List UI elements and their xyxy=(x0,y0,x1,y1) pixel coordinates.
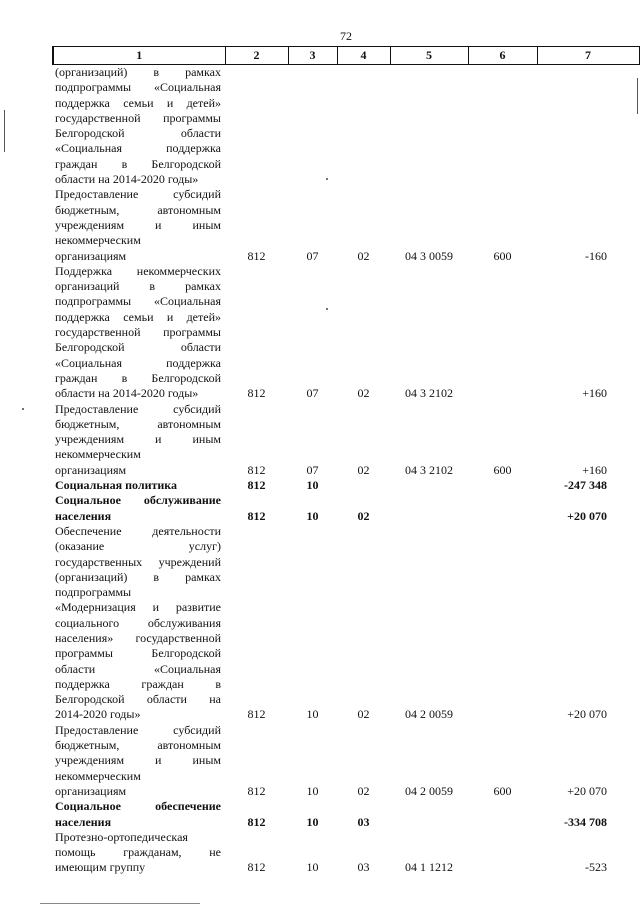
table-row xyxy=(53,799,639,830)
amount xyxy=(537,65,639,188)
column-header: 6 xyxy=(468,47,537,65)
page-number: 72 xyxy=(340,29,352,43)
description-line: программы Белгородской xyxy=(55,646,221,661)
budget-table xyxy=(52,46,640,876)
subsection-code: 03 xyxy=(357,860,370,875)
ministry-code: 812 xyxy=(247,783,266,798)
description-line: Предоставление субсидий xyxy=(55,722,221,737)
subsection-code: 02 xyxy=(357,783,370,798)
amount: +160 xyxy=(582,462,607,477)
row-description xyxy=(53,830,225,876)
description-line: подпрограммы «Социальная xyxy=(55,294,221,309)
ministry-code: 812 xyxy=(247,707,266,722)
row-description xyxy=(53,402,225,478)
expense-type-code: 600 xyxy=(493,462,512,477)
column-header: 5 xyxy=(390,47,468,65)
description-line: подпрограммы xyxy=(55,585,132,600)
column-header: 4 xyxy=(337,47,390,65)
description-line: «Социальная поддержка xyxy=(55,141,221,156)
footer-line xyxy=(40,903,200,904)
subsection-code: 02 xyxy=(357,386,370,401)
description-line: организациям xyxy=(55,783,127,798)
section-code: 10 xyxy=(306,814,319,829)
description-line: поддержка граждан в xyxy=(55,676,221,691)
description-line: Предоставление субсидий xyxy=(55,187,221,202)
table-header xyxy=(53,47,639,65)
subsection-code: 03 xyxy=(357,814,370,829)
section-code: 10 xyxy=(306,860,319,875)
row-description xyxy=(53,65,225,188)
ministry-code: 812 xyxy=(247,814,266,829)
expense-type-code xyxy=(468,65,537,188)
subsection-code: 02 xyxy=(357,462,370,477)
ministry-code: 812 xyxy=(247,248,266,263)
description-line: населения» государственной xyxy=(55,630,221,645)
table-row xyxy=(53,187,639,263)
table-row xyxy=(53,493,639,524)
expense-type-code: 600 xyxy=(493,248,512,263)
row-description xyxy=(53,524,225,723)
section-code: 10 xyxy=(306,508,319,523)
description-line: бюджетным, автономным xyxy=(55,738,221,753)
amount: -247 348 xyxy=(564,478,607,493)
expense-type-code xyxy=(468,799,537,830)
expense-type-code xyxy=(468,493,537,524)
row-description xyxy=(53,478,225,493)
column-header: 1 xyxy=(53,47,225,65)
target-article-code: 04 2 0059 xyxy=(405,707,453,722)
table-row xyxy=(53,264,639,402)
description-line: Протезно-ортопедическая xyxy=(55,829,188,844)
expense-type-code xyxy=(468,830,537,876)
table-row xyxy=(53,723,639,799)
description-line: Белгородской области на xyxy=(55,692,221,707)
target-article-code: 04 3 0059 xyxy=(405,248,453,263)
target-article-code xyxy=(390,493,468,524)
description-line: области «Социальная xyxy=(55,661,221,676)
expense-type-code xyxy=(468,264,537,402)
description-line: Социальное обслуживание xyxy=(55,493,221,508)
description-line: учреждениям и иным xyxy=(55,432,221,447)
description-line: учреждениям и иным xyxy=(55,217,221,232)
table-row xyxy=(53,524,639,723)
expense-type-code: 600 xyxy=(493,783,512,798)
ministry-code: 812 xyxy=(247,860,266,875)
target-article-code xyxy=(390,65,468,188)
target-article-code: 04 1 1212 xyxy=(405,860,453,875)
target-article-code xyxy=(390,799,468,830)
description-line: имеющим группу xyxy=(55,860,146,875)
description-line: населения xyxy=(55,814,112,829)
description-line: (оказание услуг) xyxy=(55,539,221,554)
description-line: «Модернизация и развитие xyxy=(55,600,221,615)
description-line: социального обслуживания xyxy=(55,615,221,630)
expense-type-code xyxy=(468,478,537,493)
description-line: поддержка семьи и детей» xyxy=(55,95,221,110)
description-line: граждан в Белгородской xyxy=(55,370,221,385)
table-body xyxy=(53,65,639,876)
description-line: учреждениям и иным xyxy=(55,753,221,768)
ministry-code: 812 xyxy=(247,462,266,477)
description-line: «Социальная поддержка xyxy=(55,355,221,370)
description-line: государственной программы xyxy=(55,110,221,125)
ministry-code: 812 xyxy=(247,508,266,523)
description-line: организаций в рамках xyxy=(55,279,221,294)
section-code: 07 xyxy=(306,462,319,477)
ministry-code: 812 xyxy=(247,386,266,401)
description-line: организациям xyxy=(55,462,127,477)
description-line: населения xyxy=(55,508,112,523)
subsection-code: 02 xyxy=(357,248,370,263)
amount: +20 070 xyxy=(567,707,607,722)
ministry-code: 812 xyxy=(247,478,266,493)
amount: -160 xyxy=(585,248,607,263)
scan-speck xyxy=(22,408,24,410)
column-header: 7 xyxy=(537,47,639,65)
target-article-code: 04 3 2102 xyxy=(405,462,453,477)
description-line: Белгородской области xyxy=(55,126,221,141)
subsection-code: 02 xyxy=(357,707,370,722)
amount: -523 xyxy=(585,860,607,875)
section-code xyxy=(288,65,337,188)
column-header: 2 xyxy=(225,47,288,65)
description-line: граждан в Белгородской xyxy=(55,156,221,171)
description-line: поддержка семьи и детей» xyxy=(55,309,221,324)
amount: +160 xyxy=(582,386,607,401)
margin-mark-left xyxy=(4,110,5,152)
description-line: Социальная политика xyxy=(55,478,178,493)
description-line: (организаций) в рамках xyxy=(55,569,221,584)
description-line: подпрограммы «Социальная xyxy=(55,80,221,95)
column-header: 3 xyxy=(288,47,337,65)
description-line: (организаций) в рамках xyxy=(55,65,221,79)
table-row xyxy=(53,402,639,478)
row-description xyxy=(53,493,225,524)
expense-type-code xyxy=(468,524,537,723)
description-line: организациям xyxy=(55,248,127,263)
description-line: Поддержка некоммерческих xyxy=(55,263,221,278)
description-line: Белгородской области xyxy=(55,340,221,355)
description-line: бюджетным, автономным xyxy=(55,202,221,217)
description-line: области на 2014-2020 годы» xyxy=(55,386,199,401)
row-description xyxy=(53,723,225,799)
description-line: государственной программы xyxy=(55,325,221,340)
section-code: 10 xyxy=(306,478,319,493)
description-line: 2014-2020 годы» xyxy=(55,707,141,722)
table-row xyxy=(53,830,639,876)
section-code: 07 xyxy=(306,248,319,263)
ministry-code xyxy=(225,65,288,188)
row-description xyxy=(53,799,225,830)
row-description xyxy=(53,187,225,263)
subsection-code xyxy=(337,65,390,188)
subsection-code: 02 xyxy=(357,508,370,523)
description-line: некоммерческим xyxy=(55,233,141,248)
description-line: помощь гражданам, не xyxy=(55,845,221,860)
description-line: Предоставление субсидий xyxy=(55,401,221,416)
amount: +20 070 xyxy=(567,508,607,523)
table-row xyxy=(53,478,639,493)
description-line: области на 2014-2020 годы» xyxy=(55,172,199,187)
description-line: государственных учреждений xyxy=(55,554,221,569)
description-line: некоммерческим xyxy=(55,447,141,462)
description-line: некоммерческим xyxy=(55,768,141,783)
amount: +20 070 xyxy=(567,783,607,798)
row-description xyxy=(53,264,225,402)
target-article-code: 04 2 0059 xyxy=(405,783,453,798)
section-code: 07 xyxy=(306,386,319,401)
section-code: 10 xyxy=(306,707,319,722)
target-article-code: 04 3 2102 xyxy=(405,386,453,401)
description-line: Социальное обеспечение xyxy=(55,799,221,814)
description-line: Обеспечение деятельности xyxy=(55,523,221,538)
subsection-code xyxy=(337,478,390,493)
description-line: бюджетным, автономным xyxy=(55,416,221,431)
amount: -334 708 xyxy=(564,814,607,829)
target-article-code xyxy=(390,478,468,493)
table-row xyxy=(53,65,639,188)
section-code: 10 xyxy=(306,783,319,798)
